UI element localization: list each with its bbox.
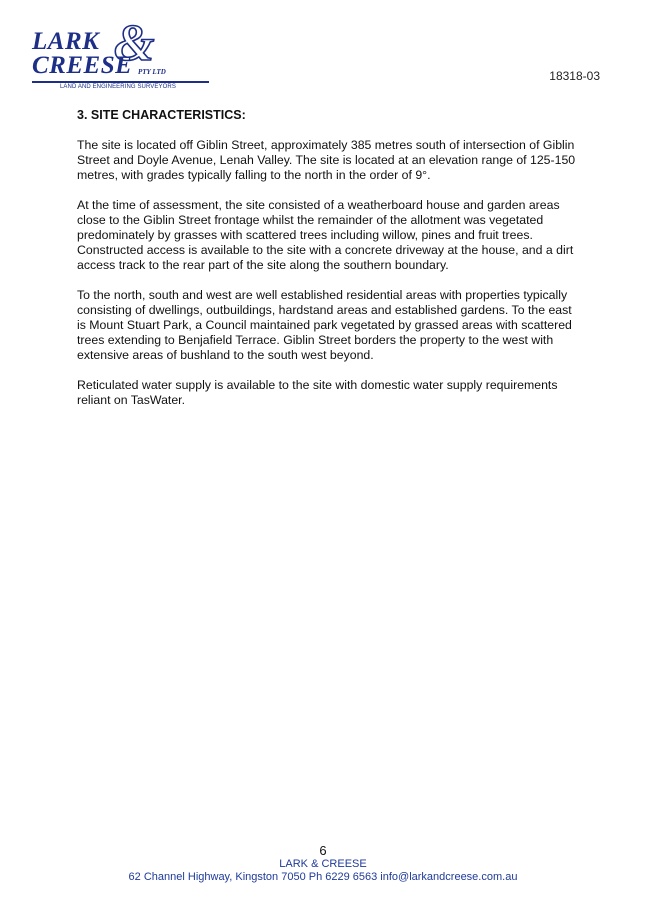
- company-logo: [30, 15, 215, 94]
- paragraph-location: The site is located off Giblin Street, approximately 385 metres south of intersection of Giblin Street and Doyle Avenue, Lenah Valley. The site is located at an elevation range of 125-150 metres, with grades typically falling to the north in the order of 9°.: [77, 138, 576, 182]
- logo-pty-ltd: PTY LTD: [138, 68, 166, 76]
- logo-underline: [32, 81, 209, 83]
- logo-tagline: LAND AND ENGINEERING SURVEYORS: [60, 84, 176, 90]
- paragraph-assessment: At the time of assessment, the site consisted of a weatherboard house and garden areas close to the Giblin Street frontage whilst the remainder of the allotment was vegetated predominately by grasses with scattered trees including willow, pines and fruit trees. Constructed access is available to the site with a concrete driveway at the house, and a dirt access track to the rear part of the site along the southern boundary.: [77, 198, 574, 272]
- paragraph-water-supply: Reticulated water supply is available to the site with domestic water supply requirements reliant on TasWater.: [77, 378, 558, 407]
- paragraph-surroundings: To the north, south and west are well established residential areas with properties typically consisting of dwellings, outbuildings, hardstand areas and established gardens. To the east is Mount Stuart Park, a Council maintained park vegetated by grassed areas with scattered trees extending to Benjafield Terrace. Giblin Street borders the property to the west with extensive areas of bushland to the south west beyond.: [77, 288, 572, 362]
- page-number: 6: [319, 843, 327, 858]
- logo-creese-text: CREESE: [32, 52, 133, 79]
- footer-contact-address: 62 Channel Highway, Kingston 7050 Ph 6229 6563 info@larkandcreese.com.au: [128, 871, 518, 883]
- page-content: [77, 108, 577, 423]
- section-heading: 3. SITE CHARACTERISTICS:: [77, 108, 246, 122]
- document-reference: 18318-03: [549, 69, 600, 83]
- logo-lark-text: LARK: [32, 28, 100, 55]
- logo-ampersand: &: [114, 15, 155, 72]
- footer-company-name: LARK & CREESE: [279, 858, 367, 870]
